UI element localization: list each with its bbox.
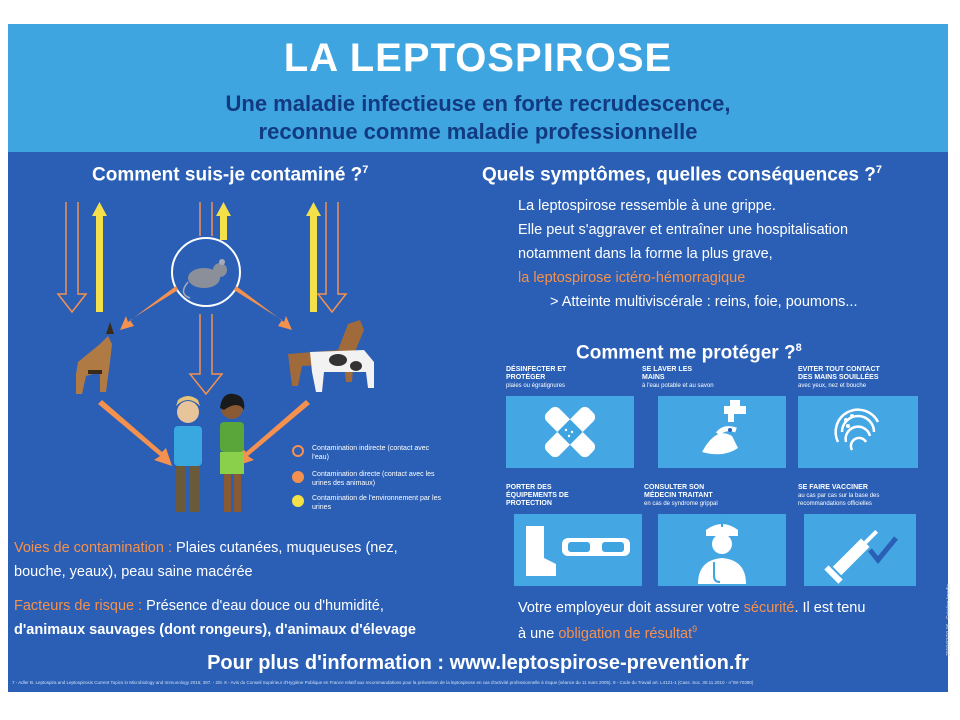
symptoms-heading-text: Quels symptômes, quelles conséquences ? (482, 164, 876, 186)
pane-doctor (658, 514, 786, 586)
bandage-icon (506, 396, 634, 468)
woman-icon (220, 394, 244, 512)
pane-sub-disinfect: plaies ou égratignures (506, 383, 566, 389)
legend-text-direct: Contamination directe (contact avec les urines des animaux) (312, 471, 435, 487)
employer-security: sécurité (743, 600, 795, 616)
hand-wash-icon (658, 396, 786, 468)
facteurs-label: Facteurs de risque : (14, 598, 143, 614)
pane-title-disinfect: DÉSINFECTER ET PROTÉGER (506, 366, 567, 381)
pane-label-equip (506, 484, 572, 508)
legend-item-indirect (292, 444, 442, 462)
man-icon (174, 396, 202, 512)
pane-title-avoid: EVITER TOUT CONTACT DES MAINS SOUILLÉES (798, 366, 880, 381)
pane-title-doctor: CONSULTER SON MÉDECIN TRAITANT (644, 484, 713, 499)
voies-line-1 (14, 540, 398, 556)
employer-line-1 (518, 600, 865, 616)
cow-icon (310, 350, 374, 392)
pane-label-avoid (798, 366, 888, 390)
legend-dot-environment (292, 495, 304, 507)
pane-title-vaccine: SE FAIRE VACCINER (798, 484, 868, 491)
side-print-code: 2019/02/19-06 - Création Imedio (946, 584, 952, 656)
syringe-icon (804, 514, 916, 586)
footer-url: Pour plus d'information : www.leptospirose-prevention.fr (207, 652, 749, 674)
environment-arrow-center (216, 202, 231, 240)
pane-avoid (798, 396, 918, 468)
legend-item-environment (292, 494, 442, 512)
poster (8, 24, 952, 692)
pane-title-equip: PORTER DES ÉQUIPEMENTS DE PROTECTION (506, 484, 569, 507)
voies-text-1: Plaies cutanées, muqueuses (nez, (172, 540, 398, 556)
boots-goggles-icon (514, 514, 642, 586)
facteurs-line-1 (14, 598, 384, 614)
symptom-line-2: Elle peut s'aggraver et entraîner une hospitalisation (518, 222, 849, 238)
indirect-arrow-left (58, 202, 86, 312)
direct-arrows (98, 286, 310, 466)
legend-text-indirect: Contamination indirecte (contact avec l'eau) (312, 445, 430, 461)
dog-icon (76, 322, 114, 394)
voies-label: Voies de contamination : (14, 540, 172, 556)
footer-references: 7 - Adler B. Leptospira and Leptospirosis Current Topics in Microbiology and Immunology 2015; 387. - 2/8. 8 - Avis du Conseil Supérieur d'Hygiène Publique en France relatif aux recommandations pour la prévention de la leptospirose en cas d'activité professionnelle à risque (séance du 11 mars 2005). 9 - Code du Travail art. L4121-1 (Cass. Soc. 30.11.2010 - n°08-70390) (12, 680, 754, 685)
fingerprint-icon (798, 396, 918, 468)
pane-sub-doctor: en cas de syndrome grippal (644, 501, 718, 507)
voies-text-2: bouche, yeaux), peau saine macérée (14, 564, 253, 580)
pane-disinfect (506, 396, 634, 468)
protect-heading-text: Comment me protéger ? (576, 342, 796, 364)
protect-heading-ref: 8 (795, 342, 802, 354)
environment-arrow-left (92, 202, 107, 312)
legend-dot-direct (292, 471, 304, 483)
employer-text-2a: à une (518, 625, 559, 642)
employer-line-2 (518, 624, 697, 642)
employer-ref: 9 (692, 624, 698, 634)
facteurs-text-1: Présence d'eau douce ou d'humidité, (142, 598, 384, 614)
employer-text-1c: . Il est tenu (794, 600, 866, 616)
legend-text-environment: Contamination de l'environnement par les urines (312, 495, 441, 511)
symptom-line-1: La leptospirose ressemble à une grippe. (518, 198, 776, 214)
pane-label-disinfect (506, 366, 576, 390)
pane-label-doctor (644, 484, 718, 508)
legend-dot-indirect (292, 445, 304, 457)
pane-label-wash (642, 366, 714, 390)
symptoms-heading-ref: 7 (875, 164, 882, 176)
pane-label-vaccine (798, 484, 898, 508)
employer-text-1a: Votre employeur doit assurer votre (518, 600, 744, 616)
pane-wash (658, 396, 786, 468)
rat-icon (172, 238, 240, 306)
legend-item-direct (292, 470, 442, 488)
page-subtitle (8, 90, 948, 146)
symptom-line-4: la leptospirose ictéro-hémorragique (518, 270, 746, 286)
subtitle-line-2: reconnue comme maladie professionnelle (258, 119, 698, 144)
pane-equip (514, 514, 642, 586)
protect-heading (576, 342, 802, 364)
pane-sub-vaccine: au cas par cas sur la base des recommandations officielles (798, 493, 880, 507)
pane-title-wash: SE LAVER LES MAINS (642, 366, 693, 381)
facteurs-text-2: d'animaux sauvages (dont rongeurs), d'animaux d'élevage (14, 622, 416, 638)
symptoms-heading (482, 164, 882, 186)
pane-sub-wash: à l'eau potable et au savon (642, 383, 714, 389)
symptom-line-5: > Atteinte multiviscérale : reins, foie, poumons... (550, 294, 858, 310)
indirect-arrow-right (318, 202, 346, 312)
pane-vaccine (804, 514, 916, 586)
header-banner (8, 24, 948, 152)
contamination-heading-ref: 7 (362, 164, 369, 176)
contamination-heading (92, 164, 368, 186)
contamination-heading-text: Comment suis-je contaminé ? (92, 164, 363, 186)
subtitle-line-1: Une maladie infectieuse en forte recrudescence, (225, 91, 731, 116)
pane-sub-avoid: avec yeux, nez et bouche (798, 383, 867, 389)
doctor-icon (658, 514, 786, 586)
page-title: LA LEPTOSPIROSE (283, 36, 673, 80)
employer-obligation: obligation de résultat (558, 625, 693, 642)
symptom-line-3: notamment dans la forme la plus grave, (518, 246, 773, 262)
